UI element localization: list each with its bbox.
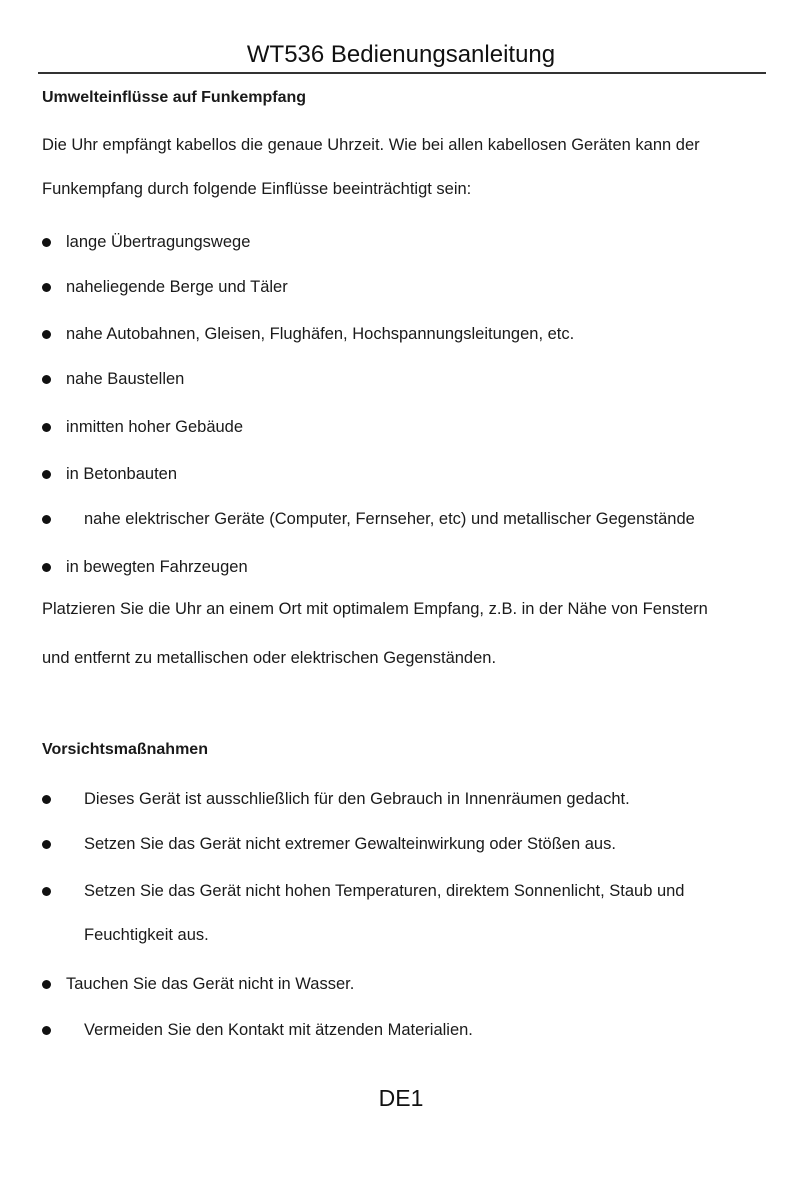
bullet-icon [42, 515, 51, 524]
bullet-icon [42, 887, 51, 896]
list-item-continuation: Feuchtigkeit aus. [84, 926, 209, 944]
list-item-text: nahe Autobahnen, Gleisen, Flughäfen, Hochspannungsleitungen, etc. [66, 325, 575, 343]
list-item-text: lange Übertragungswege [66, 233, 251, 251]
bullet-icon [42, 283, 51, 292]
bullet-icon [42, 330, 51, 339]
bullet-icon [42, 840, 51, 849]
list-item-text: in Betonbauten [66, 465, 178, 483]
list-item-text: Setzen Sie das Gerät nicht extremer Gewalteinwirkung oder Stößen aus. [84, 835, 616, 853]
document-title: WT536 Bedienungsanleitung [246, 41, 556, 68]
reception-intro-line-1: Die Uhr empfängt kabellos die genaue Uhrzeit. Wie bei allen kabellosen Geräten kann der [42, 136, 700, 154]
bullet-icon [42, 1026, 51, 1035]
list-item-text: nahe elektrischer Geräte (Computer, Fernseher, etc) und metallischer Gegenstände [84, 510, 695, 528]
bullet-icon [42, 795, 51, 804]
list-item-text: Vermeiden Sie den Kontakt mit ätzenden Materialien. [84, 1021, 473, 1039]
bullet-icon [42, 563, 51, 572]
reception-intro-line-2: Funkempfang durch folgende Einflüsse beeinträchtigt sein: [42, 180, 472, 198]
reception-heading: Umwelteinflüsse auf Funkempfang [42, 89, 307, 106]
bullet-icon [42, 238, 51, 247]
title-divider [38, 72, 766, 74]
bullet-icon [42, 423, 51, 432]
list-item-text: Tauchen Sie das Gerät nicht in Wasser. [66, 975, 355, 993]
bullet-icon [42, 470, 51, 479]
list-item-text: naheliegende Berge und Täler [66, 278, 288, 296]
page-number: DE1 [378, 1085, 424, 1111]
list-item-text: in bewegten Fahrzeugen [66, 558, 248, 576]
bullet-icon [42, 980, 51, 989]
reception-advice-line-2: und entfernt zu metallischen oder elektrischen Gegenständen. [42, 649, 497, 667]
reception-advice-line-1: Platzieren Sie die Uhr an einem Ort mit optimalem Empfang, z.B. in der Nähe von Fenstern [42, 600, 708, 618]
list-item-text: Dieses Gerät ist ausschließlich für den Gebrauch in Innenräumen gedacht. [84, 790, 630, 808]
list-item-text: nahe Baustellen [66, 370, 185, 388]
list-item-text: Setzen Sie das Gerät nicht hohen Temperaturen, direktem Sonnenlicht, Staub und [84, 882, 685, 900]
precautions-heading: Vorsichtsmaßnahmen [42, 741, 208, 758]
list-item-text: inmitten hoher Gebäude [66, 418, 244, 436]
bullet-icon [42, 375, 51, 384]
